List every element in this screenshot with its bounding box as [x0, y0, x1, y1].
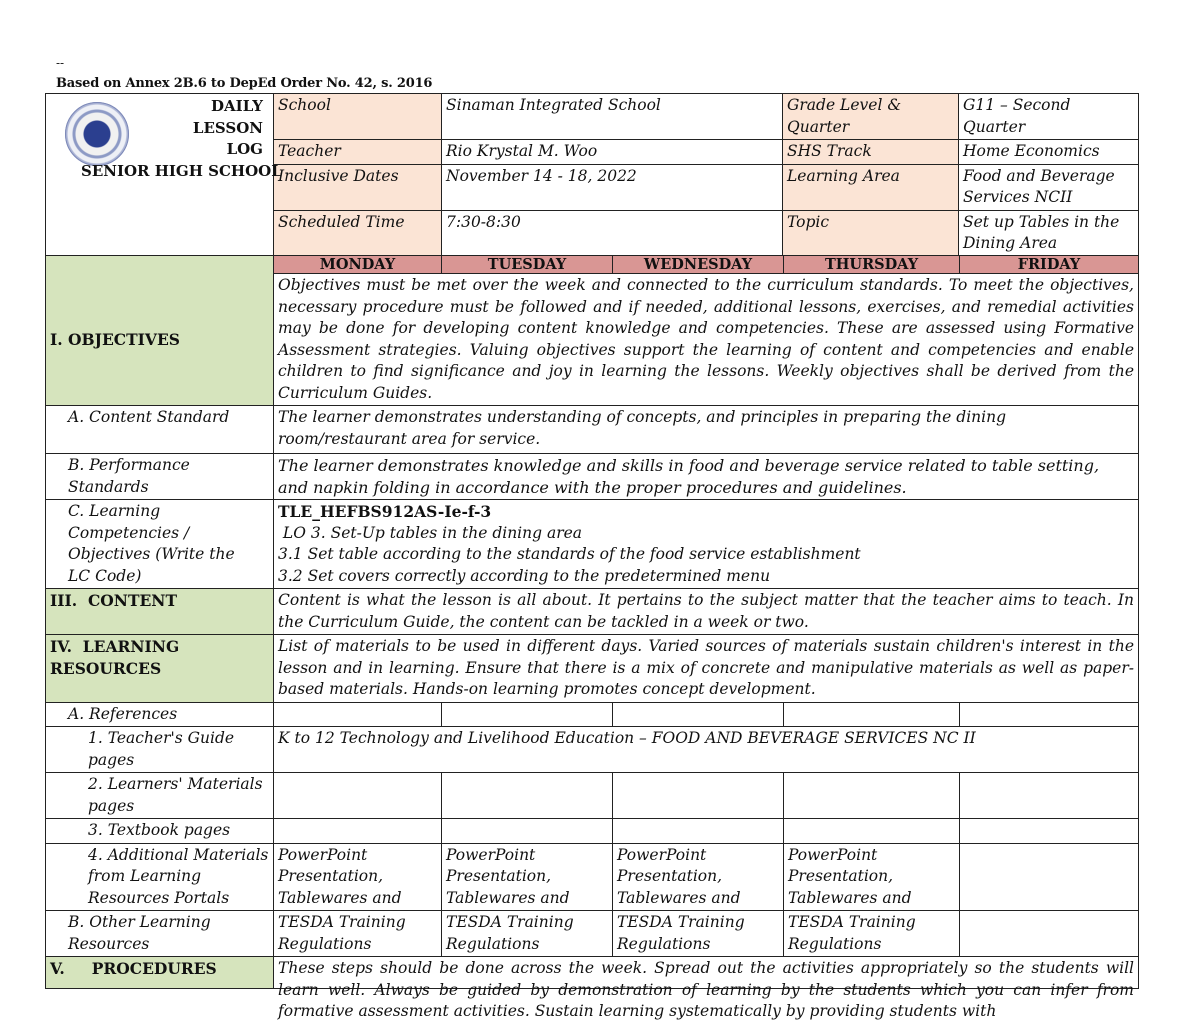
day-monday: MONDAY	[274, 256, 442, 274]
learning-competencies-value	[274, 500, 1139, 589]
content-standard-value: The learner demonstrates understanding of concepts, and principles in preparing the dining room/restaurant area for service.	[274, 406, 1139, 454]
content-heading: III. CONTENT	[46, 589, 274, 635]
learners-materials-tuesday	[442, 773, 613, 819]
references-monday	[274, 702, 442, 727]
textbook-friday	[960, 819, 1139, 844]
log-title-daily: DAILY	[211, 97, 263, 115]
learning-competencies-label: C. Learning Competencies / Objectives (Write the LC Code)	[46, 500, 274, 589]
deped-seal-ring	[65, 102, 129, 166]
learning-resources-heading: IV. LEARNING RESOURCES	[46, 635, 274, 703]
log-title-lesson: LESSON	[192, 118, 263, 137]
log-title-cell	[46, 94, 282, 257]
teacher-value: Rio Krystal M. Woo	[442, 140, 783, 165]
other-resources-wednesday: TESDA Training Regulations	[613, 911, 784, 957]
teacher-label: Teacher	[274, 140, 442, 165]
track-value: Home Economics	[959, 140, 1139, 165]
procedures-note	[274, 957, 1139, 1020]
procedures-heading: V. PROCEDURES	[46, 957, 274, 989]
references-friday	[960, 702, 1139, 727]
grade-value: G11 – Second Quarter	[959, 94, 1139, 140]
references-label: A. References	[46, 702, 274, 727]
other-resources-monday: TESDA Training Regulations	[274, 911, 442, 957]
content-standard-label: A. Content Standard	[46, 406, 274, 454]
other-resources-thursday: TESDA Training Regulations	[784, 911, 960, 957]
textbook-tuesday	[442, 819, 613, 844]
time-label: Scheduled Time	[274, 210, 442, 256]
lesson-log-table	[45, 255, 1139, 1020]
dates-label: Inclusive Dates	[274, 164, 442, 210]
additional-materials-wednesday: PowerPoint Presentation, Tablewares and	[613, 843, 784, 911]
lc-code: TLE_HEFBS912AS-Ie-f-3	[278, 502, 492, 521]
additional-materials-friday	[960, 843, 1139, 911]
references-tuesday	[442, 702, 613, 727]
dates-value: November 14 - 18, 2022	[442, 164, 783, 210]
additional-materials-tuesday: PowerPoint Presentation, Tablewares and	[442, 843, 613, 911]
school-label: School	[274, 94, 442, 140]
day-friday: FRIDAY	[960, 256, 1139, 274]
performance-standards-value: The learner demonstrates knowledge and skills in food and beverage service related to table setting, and napkin folding in accordance with the proper procedures and guidelines.	[274, 454, 1139, 500]
other-resources-tuesday: TESDA Training Regulations	[442, 911, 613, 957]
additional-materials-monday: PowerPoint Presentation, Tablewares and	[274, 843, 442, 911]
learning-resources-note: List of materials to be used in different days. Varied sources of materials sustain children's interest in the lesson and in learning. Ensure that there is a mix of concrete and manipulative materials as well as paper-based materials. Hands-on learning promotes concept development.	[274, 635, 1139, 703]
day-tuesday: TUESDAY	[442, 256, 613, 274]
textbook-thursday	[784, 819, 960, 844]
references-thursday	[784, 702, 960, 727]
additional-materials-label: 4. Additional Materials from Learning Resources Portals	[46, 843, 274, 911]
teachers-guide-value: K to 12 Technology and Livelihood Education – FOOD AND BEVERAGE SERVICES NC II	[274, 727, 1139, 773]
area-value: Food and Beverage Services NCII	[959, 164, 1139, 210]
performance-standards-label: B. Performance Standards	[46, 454, 274, 500]
top-dash: --	[56, 56, 65, 70]
learners-materials-label: 2. Learners' Materials pages	[46, 773, 274, 819]
objectives-heading: I. OBJECTIVES	[46, 274, 274, 406]
learning-objective-lo: LO 3. Set-Up tables in the dining area	[278, 523, 583, 542]
annex-reference: Based on Annex 2B.6 to DepEd Order No. 42, s. 2016	[56, 76, 433, 91]
other-resources-friday	[960, 911, 1139, 957]
references-wednesday	[613, 702, 784, 727]
learning-objective-2: 3.2 Set covers correctly according to the predetermined menu	[278, 566, 771, 585]
time-value: 7:30-8:30	[442, 210, 783, 256]
topic-value: Set up Tables in the Dining Area	[959, 210, 1139, 256]
log-title-log: LOG	[226, 140, 263, 158]
day-wednesday: WEDNESDAY	[613, 256, 784, 274]
learners-materials-thursday	[784, 773, 960, 819]
topic-label: Topic	[783, 210, 959, 256]
procedures-note-text: These steps should be done across the week. Spread out the activities appropriately so the students will learn well. Always be guided by demonstration of learning by the students which you can infer from formative assessment activities. Sustain learning systematically by providing students with	[278, 959, 1134, 1020]
header-table	[45, 93, 1139, 257]
textbook-pages-label: 3. Textbook pages	[46, 819, 274, 844]
textbook-wednesday	[613, 819, 784, 844]
other-resources-label: B. Other Learning Resources	[46, 911, 274, 957]
day-thursday: THURSDAY	[784, 256, 960, 274]
objectives-note: Objectives must be met over the week and connected to the curriculum standards. To meet the objectives, necessary procedure must be followed and if needed, additional lessons, exercises, and remedial activities may be done for developing content knowledge and competencies. These are assessed using Formative Assessment strategies. Valuing objectives support the learning of content and competencies and enable children to find significance and joy in learning the lessons. Weekly objectives shall be derived from the Curriculum Guides.	[274, 274, 1139, 406]
school-value: Sinaman Integrated School	[442, 94, 783, 140]
learning-objective-1: 3.1 Set table according to the standards of the food service establishment	[278, 545, 861, 563]
textbook-monday	[274, 819, 442, 844]
learners-materials-monday	[274, 773, 442, 819]
log-subtitle: SENIOR HIGH SCHOOL	[81, 162, 282, 180]
content-note: Content is what the lesson is all about. It pertains to the subject matter that the teacher aims to teach. In the Curriculum Guide, the content can be tackled in a week or two.	[274, 589, 1139, 635]
grade-label: Grade Level & Quarter	[783, 94, 959, 140]
learners-materials-wednesday	[613, 773, 784, 819]
teachers-guide-label: 1. Teacher's Guide pages	[46, 727, 274, 773]
day-header-spacer	[46, 256, 274, 274]
log-title	[193, 96, 263, 161]
area-label: Learning Area	[783, 164, 959, 210]
learners-materials-friday	[960, 773, 1139, 819]
additional-materials-thursday: PowerPoint Presentation, Tablewares and	[784, 843, 960, 911]
track-label: SHS Track	[783, 140, 959, 165]
